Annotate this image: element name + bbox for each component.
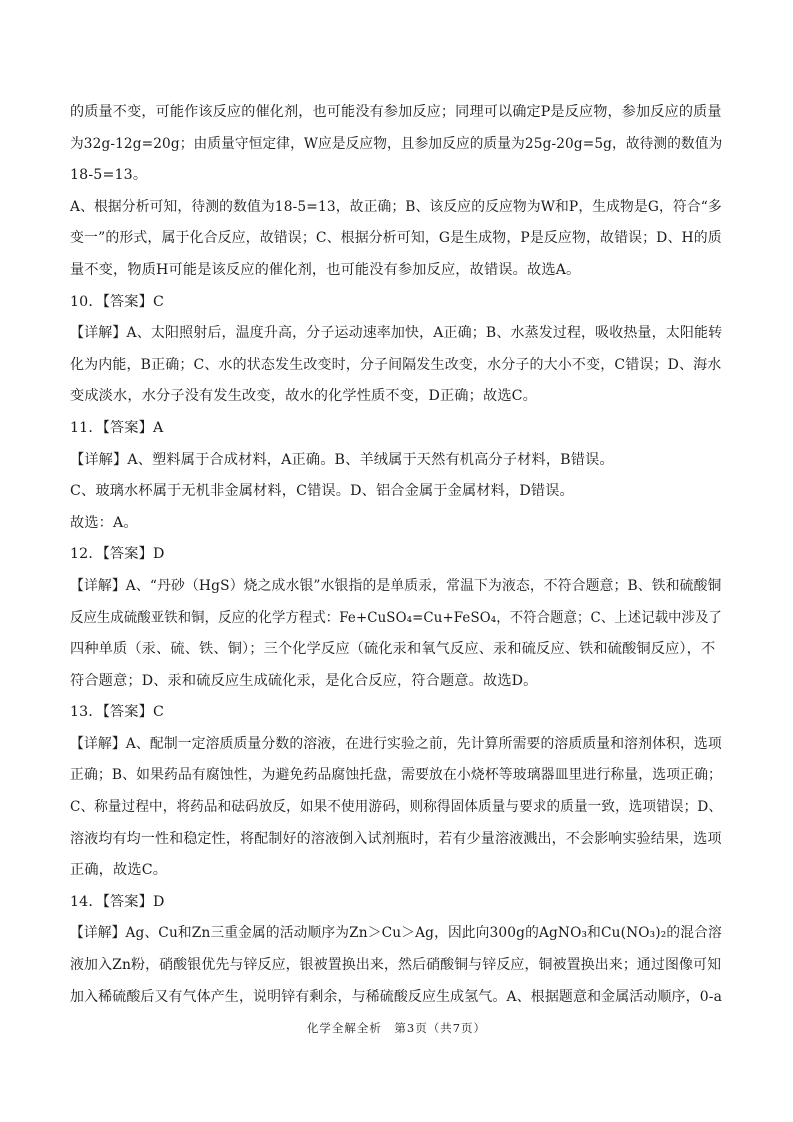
text-line: 变一”的形式，属于化合反应，故错误；C、根据分析可知，G是生成物，P是反应物，故错误；D、H的质: [70, 230, 722, 247]
text-line: 的质量不变，可能作该反应的催化剂，也可能没有参加反应；同理可以确定P是反应物，参加反应的质量: [70, 104, 722, 120]
text-line: 符合题意；D、汞和硫反应生成硫化汞，是化合反应，符合题意。故选D。: [70, 672, 538, 689]
text-line: 溶液均有均一性和稳定性，将配制好的溶液倒入试剂瓶时，若有少量溶液溅出，不会影响实验结果，选项: [70, 830, 722, 847]
page-footer: 化学全解全析 第3页（共7页）: [306, 1021, 487, 1035]
text-line: 量不变，物质H可能是该反应的催化剂，也可能没有参加反应，故错误。故选A。: [70, 261, 581, 278]
text-line: 正确；B、如果药品有腐蚀性，为避免药品腐蚀托盘，需要放在小烧杯等玻璃器皿里进行称量，选项正确；: [70, 767, 723, 784]
text-line: 四种单质（汞、硫、铁、铜）；三个化学反应（硫化汞和氧气反应、汞和硫反应、铁和硫酸铜反应），不: [70, 641, 716, 658]
text-line: 【详解】A、塑料属于合成材料，A正确。B、羊绒属于天然有机高分子材料，B错误。: [70, 451, 614, 468]
text-line: 【详解】A、配制一定溶质质量分数的溶液，在进行实验之前，先计算所需要的溶质质量和溶剂体积，选项: [70, 735, 722, 752]
text-line: 变成淡水，水分子没有发生改变，故水的化学性质不变，D正确；故选C。: [70, 388, 537, 405]
text-line: 故选：A。: [70, 514, 138, 531]
answer-text-block: [70, 97, 722, 1013]
answer-heading-11: 11．【答案】A: [70, 419, 164, 436]
text-line: 正确，故选C。: [70, 862, 168, 879]
text-line: 加入稀硫酸后又有气体产生，说明锌有剩余，与稀硫酸反应生成氢气。A、根据题意和金属活动顺序，0-a: [70, 988, 723, 1005]
answer-heading-10: 10．【答案】C: [70, 293, 164, 310]
answer-heading-12: 12．【答案】D: [70, 546, 165, 563]
text-line: A、根据分析可知，待测的数值为18-5=13，故正确；B、该反应的反应物为W和P，生成物是G，符合“多: [70, 198, 722, 215]
text-line: 反应生成硫酸亚铁和铜，反应的化学方程式：Fe+CuSO₄=Cu+FeSO₄，不符合题意；C、上述记载中涉及了: [70, 609, 723, 626]
answer-heading-14: 14．【答案】D: [70, 893, 165, 910]
answer-heading-13: 13．【答案】C: [70, 704, 164, 721]
text-line: C、玻璃水杯属于无机非金属材料，C错误。D、铝合金属于金属材料，D错误。: [70, 483, 574, 500]
text-line: 液加入Zn粉，硝酸银优先与锌反应，银被置换出来，然后硝酸铜与锌反应，铜被置换出来；通过图像可知: [70, 957, 722, 974]
text-line: C、称量过程中，将药品和砝码放反，如果不使用游码，则称得固体质量与要求的质量一致，选项错误；D、: [70, 799, 723, 816]
text-line: 为32g-12g=20g；由质量守恒定律，W应是反应物，且参加反应的质量为25g-20g=5g，故待测的数值为: [70, 135, 723, 152]
text-line: 【详解】A、太阳照射后，温度升高，分子运动速率加快，A正确；B、水蒸发过程，吸收热量，太阳能转: [70, 325, 723, 342]
text-line: 化为内能，B正确；C、水的状态发生改变时，分子间隔发生改变，水分子的大小不变，C错误；D、海水: [70, 356, 722, 373]
text-line: 【详解】Ag、Cu和Zn三重金属的活动顺序为Zn＞Cu＞Ag，因此向300g的AgNO₃和Cu(NO₃)₂的混合溶: [70, 925, 722, 942]
text-line: 18-5=13。: [70, 167, 148, 184]
text-line: 【详解】A、“丹砂（HgS）烧之成水银”水银指的是单质汞，常温下为液态，不符合题意；B、铁和硫酸铜: [70, 577, 722, 594]
